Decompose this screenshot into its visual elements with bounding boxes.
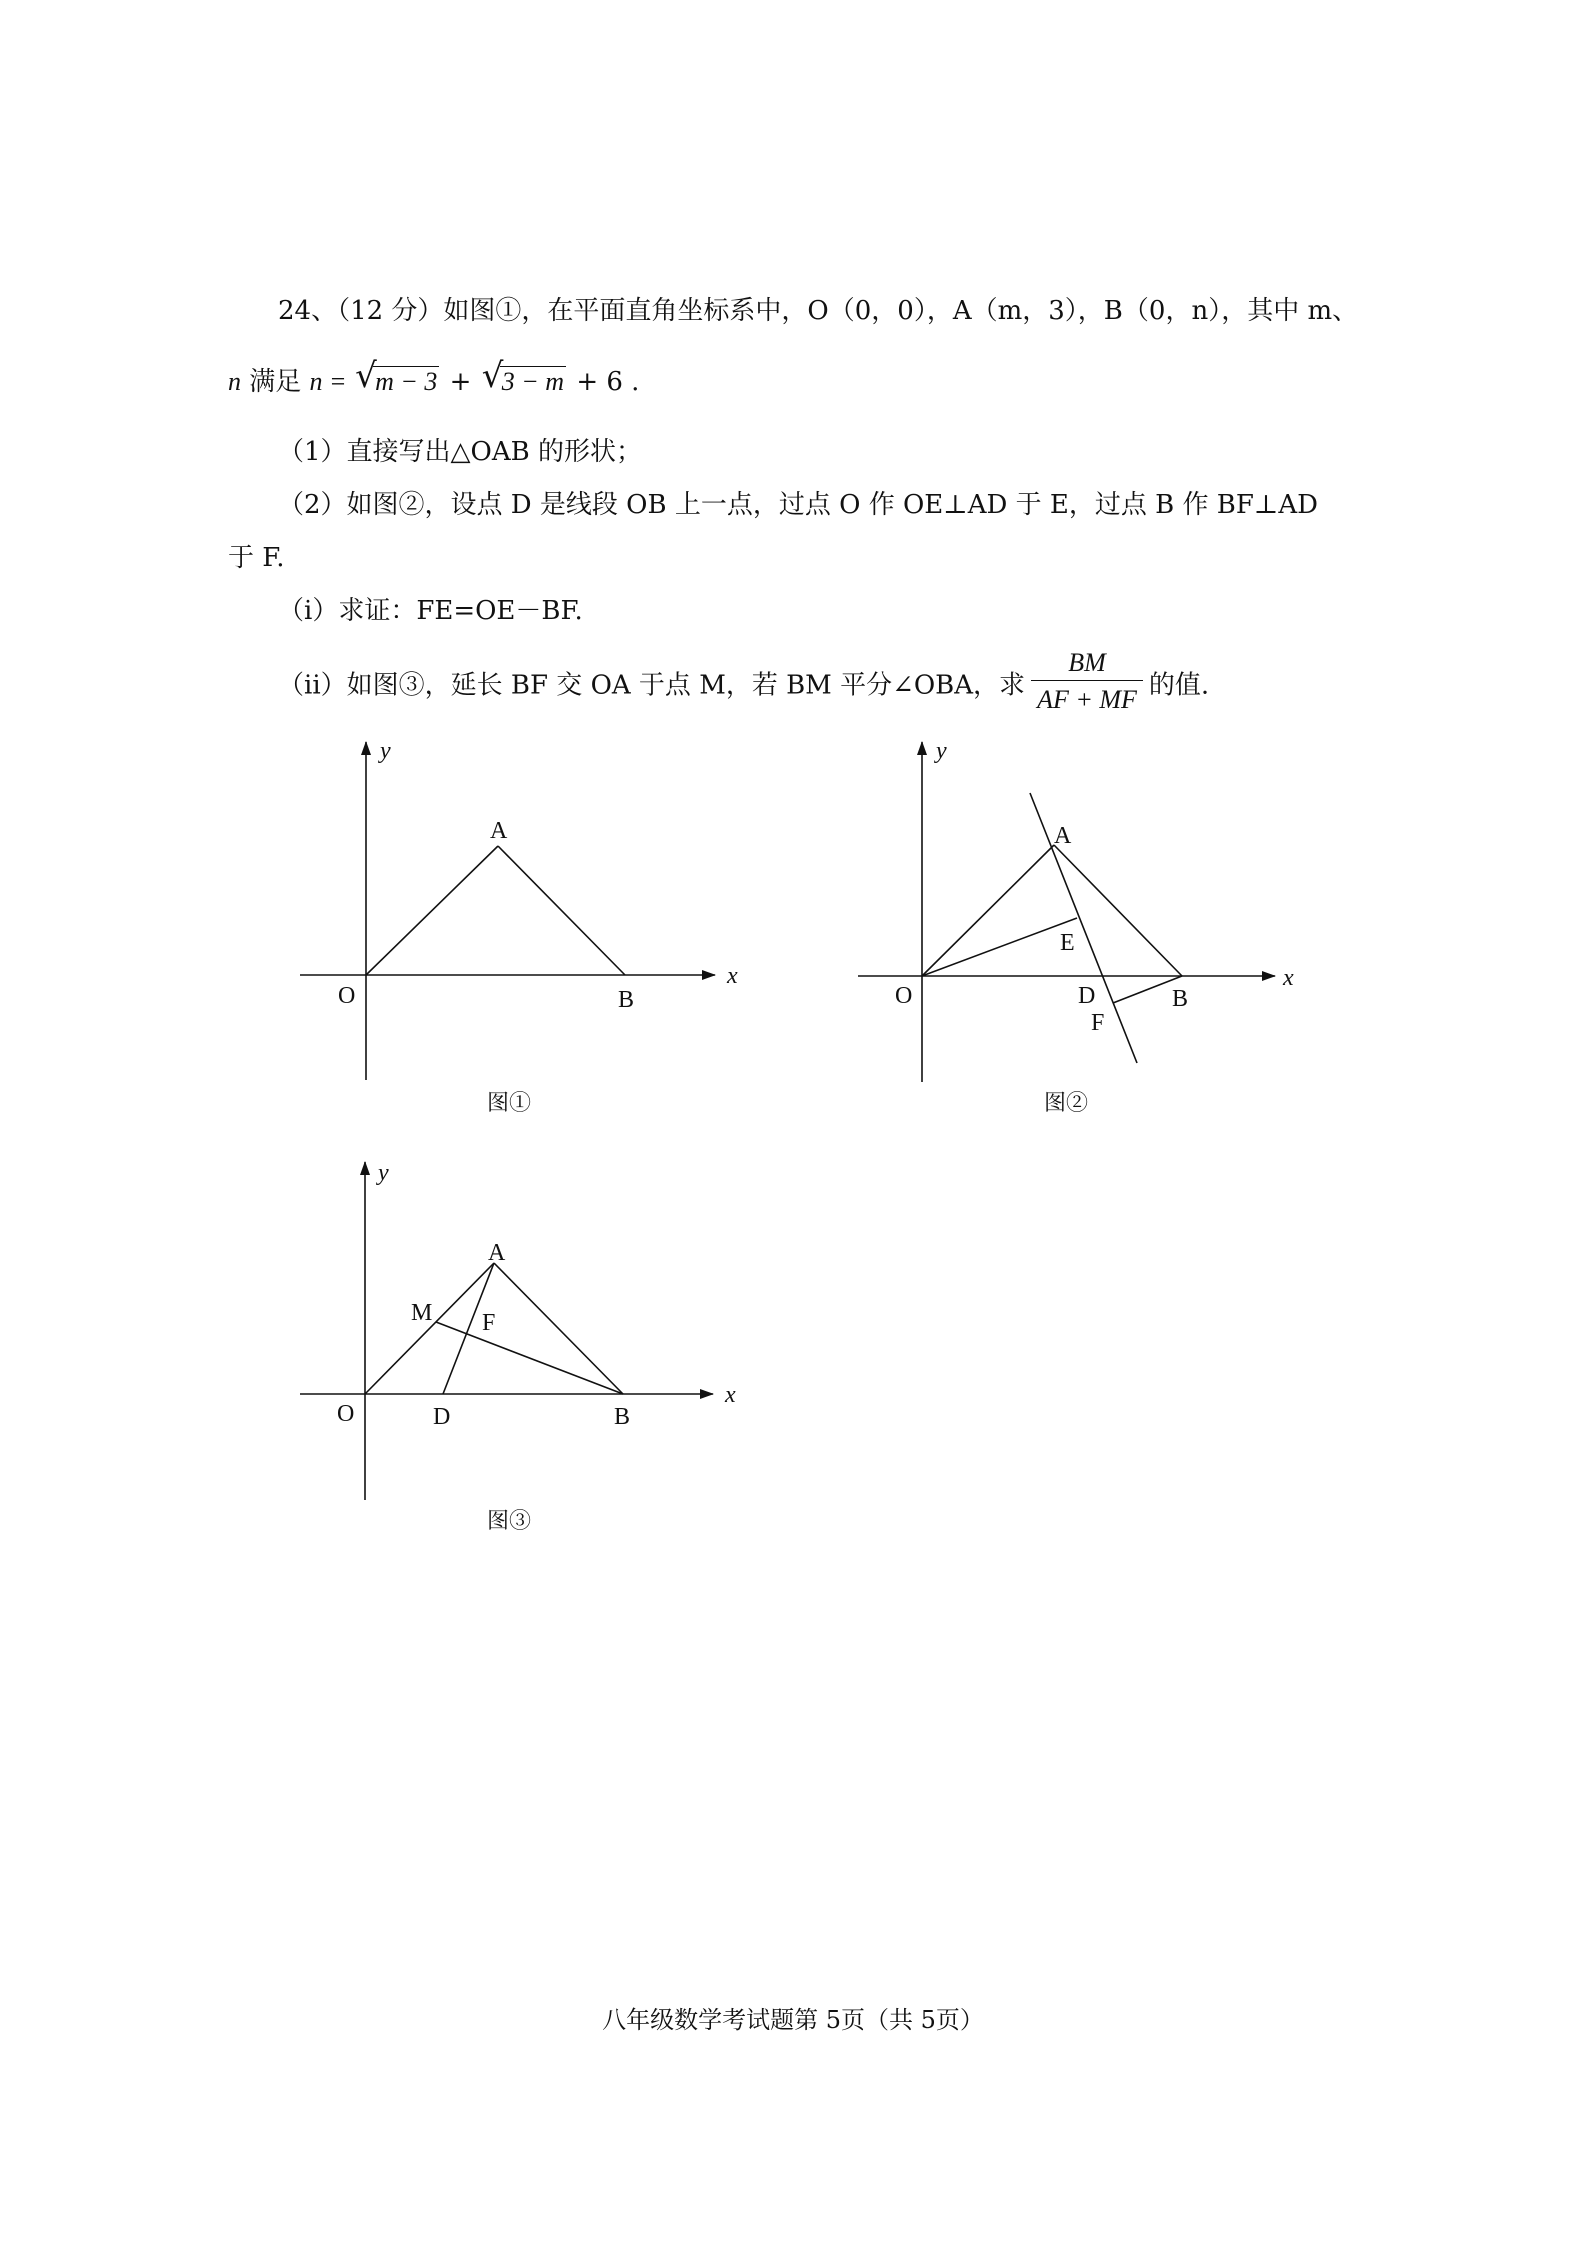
part-ii-suffix: 的值. bbox=[1148, 670, 1210, 701]
part-1: （1）直接写出△OAB 的形状； bbox=[278, 437, 643, 467]
fig2-label-x: x bbox=[1283, 965, 1294, 991]
fig2-label-A: A bbox=[1054, 823, 1072, 849]
fig1-label-B: B bbox=[618, 987, 635, 1013]
sqrt-term-2: √ 3 − m bbox=[481, 356, 565, 396]
part-ii-prefix: （ii）如图③，延长 BF 交 OA 于点 M，若 BM 平分∠OBA，求 bbox=[278, 670, 1026, 701]
fig3-label-F: F bbox=[482, 1310, 496, 1336]
fig3-label-B: B bbox=[614, 1404, 631, 1430]
fig3-segment-AB bbox=[494, 1263, 623, 1394]
fig1-label-y: y bbox=[380, 738, 391, 764]
question-line-1: 24、（12 分）如图①，在平面直角坐标系中，O（0，0），A（m，3），B（0，n），其中 m、 bbox=[278, 296, 1359, 326]
fig3-segment-OA bbox=[365, 1263, 494, 1394]
fig3-label-D: D bbox=[433, 1404, 451, 1430]
expr-lhs: n = bbox=[309, 367, 354, 396]
sqrt-term-1: √ m − 3 bbox=[355, 356, 438, 396]
page-footer: 八年级数学考试题第 5页（共 5页） bbox=[602, 2006, 984, 2034]
fig2-label-D: D bbox=[1078, 983, 1096, 1009]
fig1-label-O: O bbox=[338, 983, 356, 1009]
question-line-2 bbox=[228, 356, 640, 402]
fig1-label-A: A bbox=[490, 818, 508, 844]
fig2-segment-OE bbox=[922, 918, 1077, 976]
fig1-caption: 图① bbox=[487, 1090, 532, 1115]
fraction-denominator: AF + MF bbox=[1031, 680, 1143, 719]
part-ii bbox=[278, 650, 1209, 723]
fig2-segment-AB bbox=[1054, 845, 1182, 976]
fig3-segment-BM bbox=[436, 1322, 623, 1394]
part-2-line-a: （2）如图②，设点 D 是线段 OB 上一点，过点 O 作 OE⊥AD 于 E，过点 B 作 BF⊥AD bbox=[278, 490, 1318, 520]
fraction bbox=[1031, 646, 1143, 719]
fig2-label-O: O bbox=[895, 983, 913, 1009]
fig1-label-x: x bbox=[727, 963, 738, 989]
fig3-label-y: y bbox=[378, 1160, 389, 1186]
fig2-caption: 图② bbox=[1044, 1090, 1089, 1115]
fig2-line-AD bbox=[1030, 793, 1137, 1063]
part-i: （i）求证：FE=OE－BF. bbox=[278, 596, 583, 626]
fig1-segment-OA bbox=[366, 846, 498, 975]
fig3-label-x: x bbox=[725, 1382, 736, 1408]
fig2-segment-BF bbox=[1113, 976, 1182, 1003]
fig3-caption: 图③ bbox=[487, 1508, 532, 1533]
fig2-segment-OA bbox=[922, 845, 1054, 976]
plus-sign: + bbox=[441, 367, 480, 397]
fig1-segment-AB bbox=[498, 846, 625, 975]
fig2-label-F: F bbox=[1091, 1010, 1105, 1036]
fig3-segment-AD bbox=[443, 1263, 494, 1394]
fraction-numerator: BM bbox=[1068, 648, 1106, 677]
expr-tail: + 6 . bbox=[568, 367, 640, 397]
var-n: n bbox=[228, 367, 241, 396]
figure-2 bbox=[858, 742, 1275, 1082]
fig3-label-M: M bbox=[411, 1300, 433, 1326]
fig2-label-B: B bbox=[1172, 986, 1189, 1012]
fig2-label-y: y bbox=[936, 738, 947, 764]
part-2-line-b: 于 F. bbox=[228, 543, 285, 573]
figure-3 bbox=[300, 1162, 713, 1500]
condition-text: 满足 bbox=[241, 367, 310, 397]
fig2-label-E: E bbox=[1060, 930, 1075, 956]
fig3-label-A: A bbox=[488, 1240, 506, 1266]
figure-1 bbox=[300, 742, 715, 1080]
fig3-label-O: O bbox=[337, 1401, 355, 1427]
